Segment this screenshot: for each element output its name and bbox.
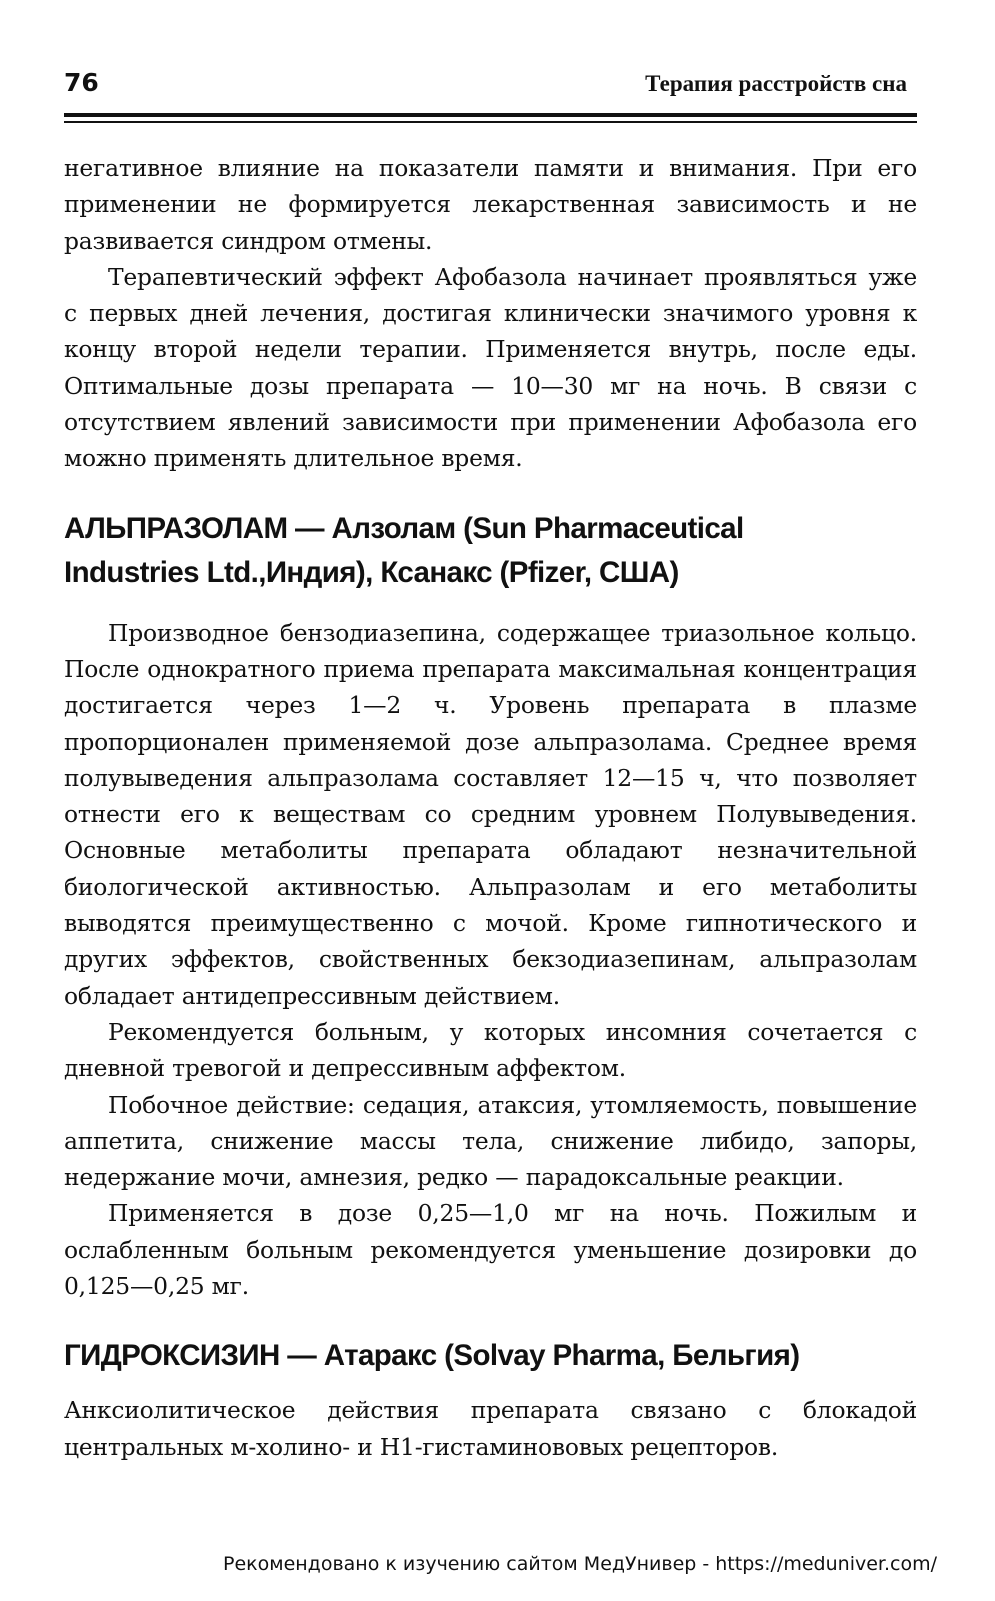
header-rule-thin [64,121,917,123]
section-heading-hydroxyzine: ГИДРОКСИЗИН — Атаракс (Solvay Pharma, Бельгия) [64,1339,800,1373]
paragraph-alprazolam-dosage: Применяется в дозе 0,25—1,0 мг на ночь. Пожилым и ослабленным больным рекомендуется уменьшение дозировки до 0,125—0,25 мг. [64,1199,917,1301]
running-title: Терапия расстройств сна [645,71,907,96]
page-number: 76 [64,68,99,97]
paragraph-alprazolam-description: Производное бензодиазепина, содержащее триазольное кольцо. После однократного приема препарата максимальная концентрация достигается через 1—2 ч. Уровень препарата в плазме пропорционален применяемой дозе альпразолама. Среднее время полувыведения альпразолама составляет 12—15 ч, что позволяет отнести его к веществам со средним уровнем Полувыведения. Основные метаболиты препарата обладают незначительной биологической активностью. Альпразолам и его метаболиты выводятся преимущественно с мочой. Кроме гипнотического и других эффектов, свойственных бекзодиазепинам, альпразолам обладает антидепрессивным действием. [64,618,917,1010]
page-header [64,62,917,112]
footer-recommendation-note: Рекомендовано к изучению сайтом МедУнивер - https://meduniver.com/ [222,1553,937,1575]
paragraph-afobazol-effect: Терапевтический эффект Афобазола начинает проявляться уже с первых дней лечения, достигая клинически значимого уровня к концу второй недели терапии. Применяется внутрь, после еды. Оптимальные дозы препарата — 10—30 мг на ночь. В связи с отсутствием явлений зависимости при применении Афобазола его можно применять длительное время. [64,262,917,473]
header-rule-thick [64,113,917,117]
paragraph-alprazolam-side-effects: Побочное действие: седация, атаксия, утомляемость, повышение аппетита, снижение массы тела, снижение либидо, запоры, недержание мочи, амнезия, редко — парадоксальные реакции. [64,1090,917,1192]
paragraph-continued: негативное влияние на показатели памяти и внимания. При его применении не формируется лекарственная зависимость и не развивается синдром отмены. [64,154,917,255]
heading-alprazolam-line1: АЛЬПРАЗОЛАМ — Алзолам (Sun Pharmaceutical [64,511,744,545]
paragraph-hydroxyzine-description: Анксиолитическое действия препарата связано с блокадой центральных м-холино- и Н1-гистаминововых рецепторов. [64,1396,917,1461]
page-body [64,150,917,1465]
heading-alprazolam-line2: Industries Ltd.,Индия), Ксанакс (Pfizer, США) [64,555,679,589]
paragraph-alprazolam-indication: Рекомендуется больным, у которых инсомния сочетается с дневной тревогой и депрессивным аффектом. [64,1017,917,1083]
section-heading-alprazolam [64,507,917,595]
